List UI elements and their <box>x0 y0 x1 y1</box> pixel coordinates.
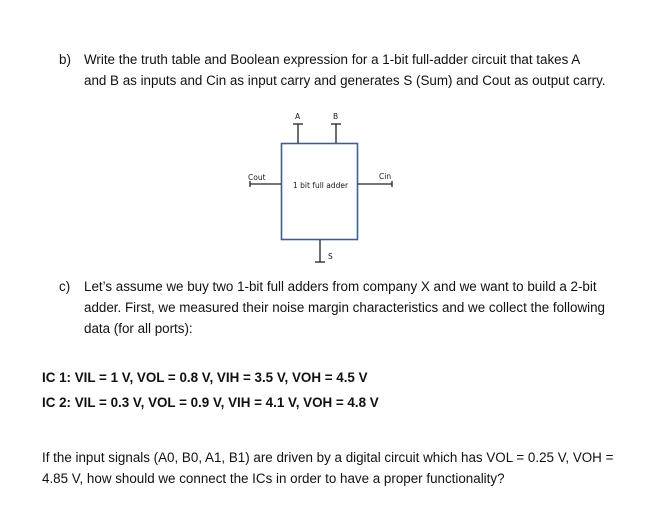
adder-block <box>282 144 358 240</box>
ic2-spec: IC 2: VIL = 0.3 V, VOL = 0.9 V, VIH = 4.1 V, VOH = 4.8 V <box>42 395 379 410</box>
part-c-line-2: adder. First, we measured their noise margin characteristics and we collect the following <box>84 300 605 315</box>
part-b-line-1: Write the truth table and Boolean expression for a 1-bit full-adder circuit that takes A <box>84 52 581 67</box>
part-c-marker: c) <box>59 279 71 294</box>
part-b-line-2: and B as inputs and Cin as input carry and generates S (Sum) and Cout as output carry. <box>84 73 606 88</box>
label-s: S <box>328 252 333 261</box>
question-line-1: If the input signals (A0, B0, A1, B1) are driven by a digital circuit which has VOL = 0.25 V, VOH = <box>42 450 614 465</box>
question-line-2: 4.85 V, how should we connect the ICs in order to have a proper functionality? <box>42 471 505 486</box>
label-a: A <box>295 112 301 121</box>
part-c-line-1: Let’s assume we buy two 1-bit full adders from company X and we want to build a 2-bit <box>84 279 597 294</box>
label-cin: Cin <box>379 172 392 181</box>
part-b-marker: b) <box>59 52 71 67</box>
label-b: B <box>333 112 339 121</box>
label-cout: Cout <box>248 173 266 182</box>
ic1-spec: IC 1: VIL = 1 V, VOL = 0.8 V, VIH = 3.5 V, VOH = 4.5 V <box>42 370 368 385</box>
block-label: 1 bit full adder <box>293 181 349 190</box>
part-c-line-3: data (for all ports): <box>84 321 193 336</box>
